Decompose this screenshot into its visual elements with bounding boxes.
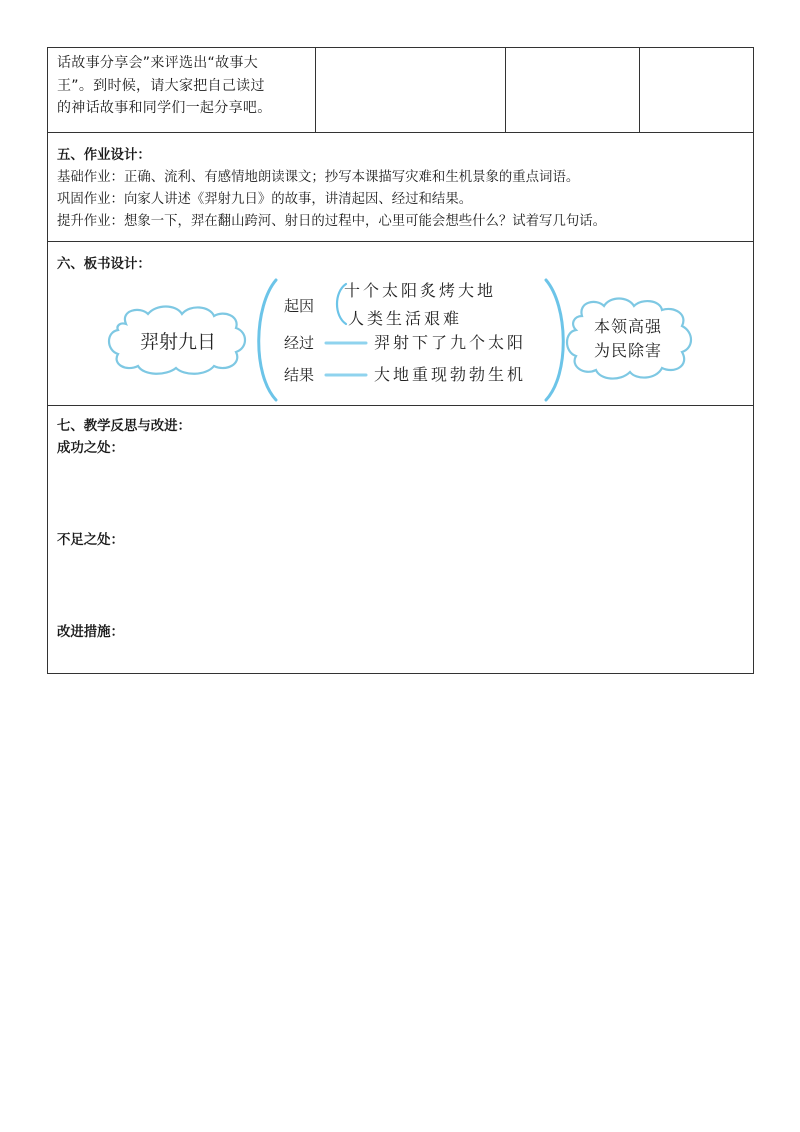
board-design-section [48, 242, 754, 406]
shortcoming-space [57, 552, 745, 622]
homework-row [48, 133, 754, 242]
improve-label: 改进措施： [57, 625, 124, 640]
board-svg [48, 276, 752, 404]
empty-cell-4 [640, 48, 754, 133]
continued-row [48, 48, 754, 133]
board-design-title: 六、板书设计： [57, 257, 151, 272]
board-row [48, 242, 754, 406]
homework-advanced: 提升作业：想象一下，羿在翻山跨河、射日的过程中，心里可能会想些什么？试着写几句话。 [57, 214, 607, 229]
homework-title: 五、作业设计： [57, 148, 151, 163]
lesson-plan-sheet [47, 47, 753, 674]
continued-line-1: 话故事分享会”来评选出“故事大 [57, 55, 259, 71]
homework-consolidate: 巩固作业：向家人讲述《羿射九日》的故事，讲清起因、经过和结果。 [57, 192, 473, 207]
result-label: 结果 [284, 366, 315, 384]
left-bracket [259, 280, 276, 400]
lesson-plan-table [47, 47, 754, 674]
board-diagram [48, 276, 753, 404]
result-text: 大地重现勃勃生机 [374, 365, 527, 384]
board-center-title: 羿射九日 [139, 331, 217, 353]
success-label: 成功之处： [57, 441, 124, 456]
continued-line-2: 王”。到时候，请大家把自己读过 [57, 77, 265, 94]
reflection-row [48, 406, 754, 674]
process-text: 羿射下了九个太阳 [374, 333, 527, 352]
right-cloud-shape [567, 299, 691, 379]
reflection-title: 七、教学反思与改进： [57, 419, 191, 434]
success-space [57, 460, 745, 530]
empty-cell-3 [506, 48, 640, 133]
right-bracket [546, 280, 563, 400]
homework-section [48, 133, 754, 242]
summary-line-2: 为民除害 [593, 341, 663, 360]
reflection-section [48, 406, 754, 674]
homework-basic: 基础作业：正确、流利、有感情地朗读课文；抄写本课描写灾难和生机景象的重点词语。 [57, 170, 580, 185]
summary-line-1: 本领高强 [593, 317, 663, 336]
cause-label: 起因 [284, 297, 315, 315]
continued-line-3: 的神话故事和同学们一起分享吧。 [57, 100, 272, 116]
continued-activity-cell [48, 48, 316, 133]
empty-cell-2 [316, 48, 506, 133]
shortcoming-label: 不足之处： [57, 533, 124, 548]
cause-line-2: 人类生活艰难 [348, 309, 463, 328]
cause-line-1: 十个太阳炙烤大地 [344, 281, 497, 300]
process-label: 经过 [284, 334, 315, 352]
